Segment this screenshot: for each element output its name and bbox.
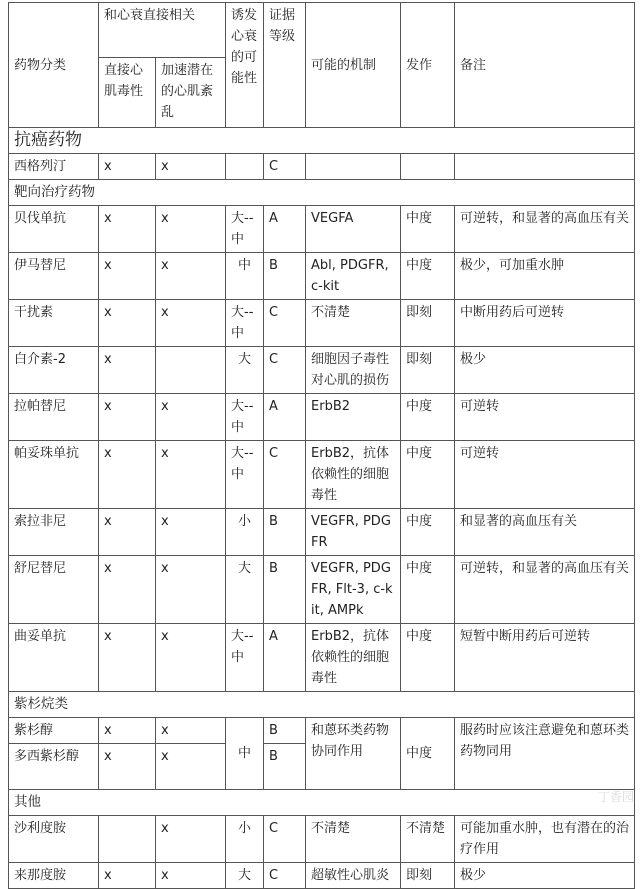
possibility: 大: [226, 556, 264, 624]
onset: 中度: [401, 509, 455, 556]
evidence-level: B: [264, 509, 306, 556]
evidence-level: B: [264, 556, 306, 624]
drug-name: 伊马替尼: [9, 253, 99, 300]
evidence-level: C: [264, 863, 306, 889]
drug-name: 舒尼替尼: [9, 556, 99, 624]
header-evidence-level: 证据等级: [264, 3, 306, 128]
drug-name: 来那度胺: [9, 863, 99, 889]
header-remarks: 备注: [455, 3, 635, 128]
remarks: 可逆转，和显著的高血压有关: [455, 206, 635, 253]
onset: 即刻: [401, 863, 455, 889]
possibility: 大--中: [226, 624, 264, 692]
direct-toxicity-mark: x: [99, 154, 156, 180]
possibility: 中: [226, 718, 264, 790]
accelerate-mark: [156, 347, 226, 394]
remarks: 和显著的高血压有关: [455, 509, 635, 556]
evidence-level: C: [264, 441, 306, 509]
drug-name: 白介素-2: [9, 347, 99, 394]
accelerate-mark: x: [156, 509, 226, 556]
mechanism: Abl, PDGFR, c-kit: [306, 253, 401, 300]
evidence-level: B: [264, 718, 306, 744]
remarks: 可逆转: [455, 394, 635, 441]
direct-toxicity-mark: x: [99, 509, 156, 556]
mechanism: 细胞因子毒性对心肌的损伤: [306, 347, 401, 394]
remarks: 可能加重水肿，也有潜在的治疗作用: [455, 816, 635, 863]
section-anticancer: 抗癌药物: [9, 128, 635, 154]
remarks: 可逆转: [455, 441, 635, 509]
remarks: [455, 154, 635, 180]
mechanism: 不清楚: [306, 300, 401, 347]
mechanism: VEGFA: [306, 206, 401, 253]
onset: 不清楚: [401, 816, 455, 863]
remarks: 服药时应该注意避免和蒽环类药物同用: [455, 718, 635, 790]
drug-name: 曲妥单抗: [9, 624, 99, 692]
header-accelerate-latent: 加速潜在的心肌紊乱: [156, 58, 226, 128]
accelerate-mark: x: [156, 816, 226, 863]
mechanism: ErbB2: [306, 394, 401, 441]
possibility: 中: [226, 253, 264, 300]
evidence-level: C: [264, 154, 306, 180]
watermark: 丁香园: [597, 790, 634, 804]
onset: 中度: [401, 556, 455, 624]
onset: [401, 154, 455, 180]
possibility: 大--中: [226, 300, 264, 347]
onset: 中度: [401, 253, 455, 300]
remarks: 可逆转，和显著的高血压有关: [455, 556, 635, 624]
header-direct-toxicity: 直接心肌毒性: [99, 58, 156, 128]
accelerate-mark: x: [156, 206, 226, 253]
mechanism: 和蒽环类药物协同作用: [306, 718, 401, 790]
possibility: 大: [226, 863, 264, 889]
possibility: 大--中: [226, 206, 264, 253]
accelerate-mark: x: [156, 863, 226, 889]
drug-cardiotoxicity-table: [8, 2, 635, 889]
onset: 即刻: [401, 347, 455, 394]
direct-toxicity-mark: x: [99, 744, 156, 790]
section-targeted: 靶向治疗药物: [9, 180, 635, 206]
possibility: 大: [226, 347, 264, 394]
remarks: 极少: [455, 863, 635, 889]
drug-name: 干扰素: [9, 300, 99, 347]
header-heart-failure-related: 和心衰直接相关: [99, 3, 226, 58]
direct-toxicity-mark: x: [99, 441, 156, 509]
direct-toxicity-mark: [99, 816, 156, 863]
evidence-level: A: [264, 394, 306, 441]
possibility: [226, 154, 264, 180]
drug-name: 紫杉醇: [9, 718, 99, 744]
drug-name: 西格列汀: [9, 154, 99, 180]
remarks: 极少，可加重水肿: [455, 253, 635, 300]
direct-toxicity-mark: x: [99, 206, 156, 253]
direct-toxicity-mark: x: [99, 863, 156, 889]
possibility: 大--中: [226, 441, 264, 509]
drug-name: 拉帕替尼: [9, 394, 99, 441]
header-onset: 发作: [401, 3, 455, 128]
header-mechanism: 可能的机制: [306, 3, 401, 128]
accelerate-mark: x: [156, 744, 226, 790]
accelerate-mark: x: [156, 253, 226, 300]
direct-toxicity-mark: x: [99, 300, 156, 347]
mechanism: ErbB2，抗体依赖性的细胞毒性: [306, 441, 401, 509]
header-drug-class: 药物分类: [9, 3, 99, 128]
evidence-level: C: [264, 816, 306, 863]
possibility: 小: [226, 509, 264, 556]
direct-toxicity-mark: x: [99, 394, 156, 441]
accelerate-mark: x: [156, 394, 226, 441]
mechanism: VEGFR, PDGFR: [306, 509, 401, 556]
remarks: 短暂中断用药后可逆转: [455, 624, 635, 692]
accelerate-mark: x: [156, 300, 226, 347]
onset: 中度: [401, 394, 455, 441]
mechanism: [306, 154, 401, 180]
direct-toxicity-mark: x: [99, 556, 156, 624]
accelerate-mark: x: [156, 441, 226, 509]
accelerate-mark: x: [156, 624, 226, 692]
evidence-level: C: [264, 347, 306, 394]
drug-name: 沙利度胺: [9, 816, 99, 863]
evidence-level: C: [264, 300, 306, 347]
accelerate-mark: x: [156, 556, 226, 624]
section-taxanes: 紫杉烷类: [9, 692, 635, 718]
mechanism: 超敏性心肌炎: [306, 863, 401, 889]
direct-toxicity-mark: x: [99, 253, 156, 300]
onset: 中度: [401, 206, 455, 253]
onset: 中度: [401, 718, 455, 790]
evidence-level: B: [264, 744, 306, 790]
direct-toxicity-mark: x: [99, 718, 156, 744]
drug-name: 帕妥珠单抗: [9, 441, 99, 509]
mechanism: VEGFR, PDGFR, Flt-3, c-kit, AMPk: [306, 556, 401, 624]
remarks: 中断用药后可逆转: [455, 300, 635, 347]
accelerate-mark: x: [156, 154, 226, 180]
accelerate-mark: x: [156, 718, 226, 744]
drug-name: 多西紫杉醇: [9, 744, 99, 790]
possibility: 小: [226, 816, 264, 863]
onset: 中度: [401, 441, 455, 509]
direct-toxicity-mark: x: [99, 624, 156, 692]
direct-toxicity-mark: x: [99, 347, 156, 394]
onset: 中度: [401, 624, 455, 692]
evidence-level: B: [264, 253, 306, 300]
mechanism: ErbB2，抗体依赖性的细胞毒性: [306, 624, 401, 692]
remarks: 极少: [455, 347, 635, 394]
mechanism: 不清楚: [306, 816, 401, 863]
drug-name: 贝伐单抗: [9, 206, 99, 253]
possibility: 大--中: [226, 394, 264, 441]
header-induce-possibility: 诱发心衰的可能性: [226, 3, 264, 128]
section-others: 其他: [9, 790, 635, 816]
onset: 即刻: [401, 300, 455, 347]
evidence-level: A: [264, 624, 306, 692]
drug-name: 索拉非尼: [9, 509, 99, 556]
evidence-level: A: [264, 206, 306, 253]
